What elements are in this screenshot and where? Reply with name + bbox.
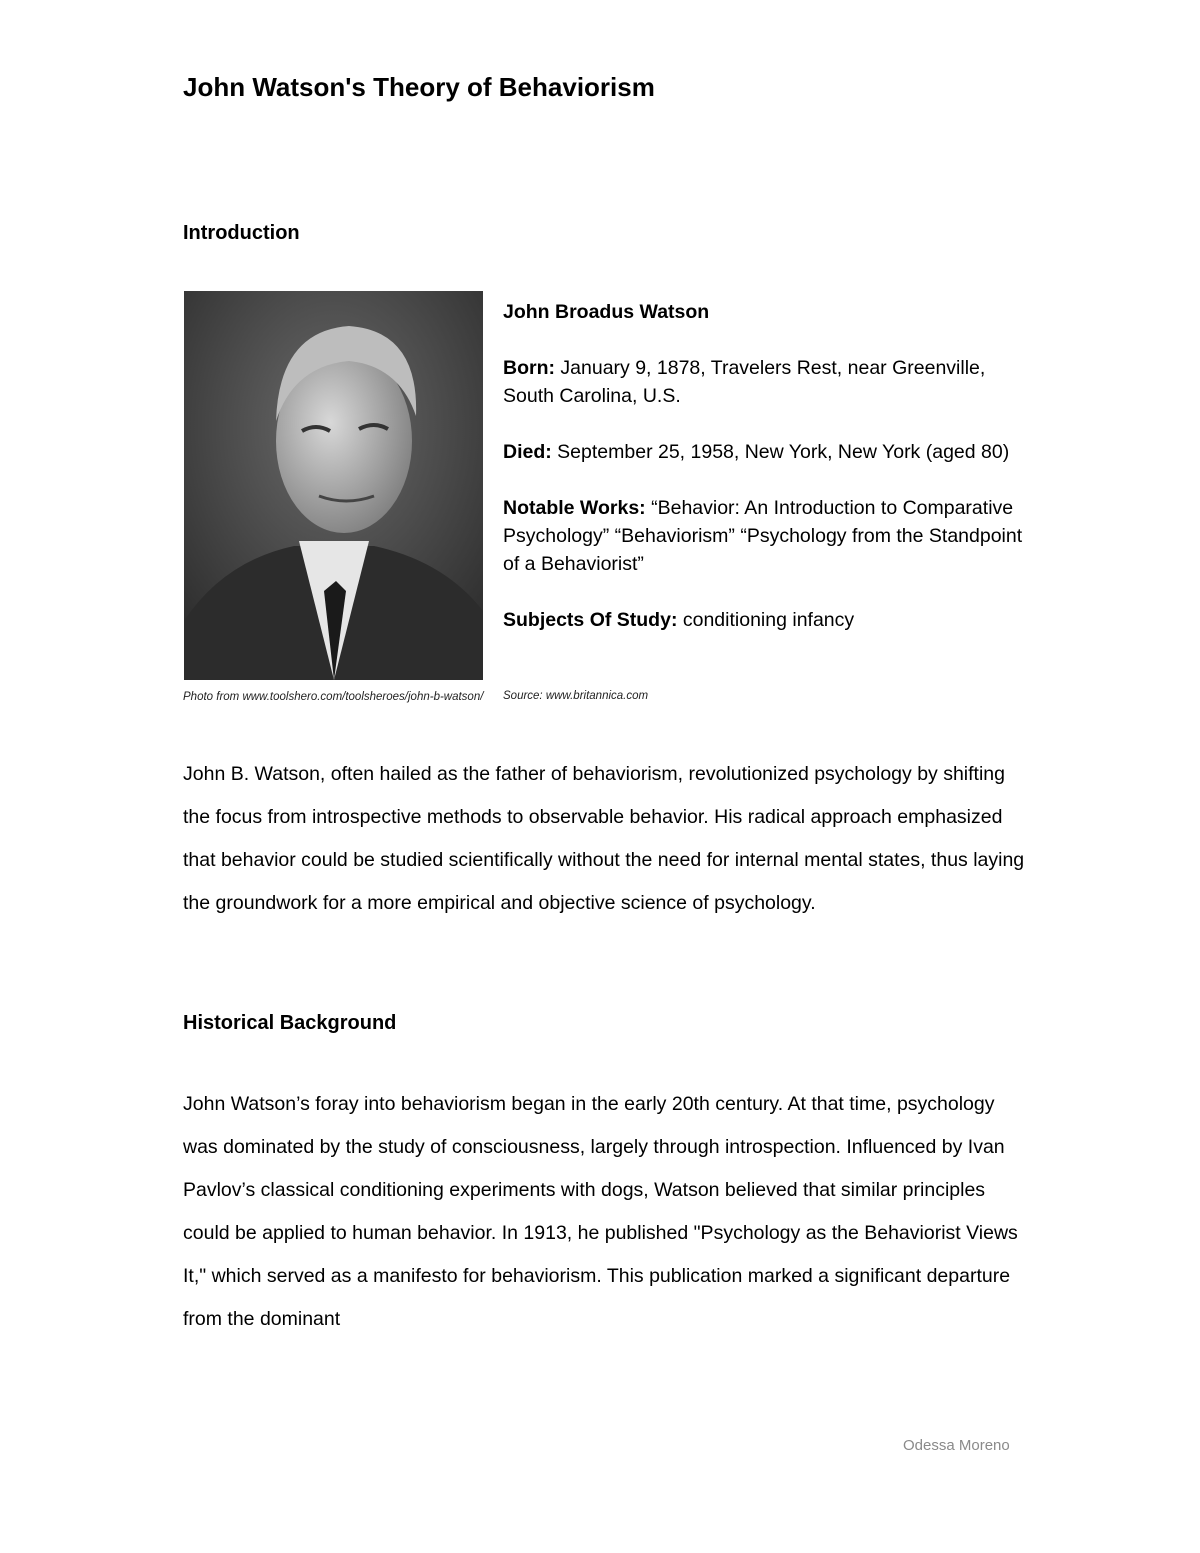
profile-name: John Broadus Watson: [503, 301, 710, 323]
historical-paragraph: John Watson’s foray into behaviorism began in the early 20th century. At that time, psychology was dominated by the study of consciousness, largely through introspection. Influenced by Ivan Pavlov’s classical conditioning experiments with dogs, Watson believed that similar principles could be applied to human behavior. In 1913, he published "Psychology as the Behaviorist Views It," which served as a manifesto for behaviorism. This publication marked a significant departure from the dominant: [183, 1093, 1018, 1330]
section-heading-introduction: Introduction: [183, 222, 300, 244]
born-value: January 9, 1878, Travelers Rest, near Greenville, South Carolina, U.S.: [503, 357, 986, 407]
died-value: September 25, 1958, New York, New York (aged 80): [557, 441, 1010, 463]
document-title: John Watson's Theory of Behaviorism: [183, 72, 655, 102]
footer-author: Odessa Moreno: [903, 1437, 1010, 1454]
section-heading-historical-background: Historical Background: [183, 1012, 397, 1034]
works-label: Notable Works:: [503, 497, 646, 519]
intro-paragraph: John B. Watson, often hailed as the father of behaviorism, revolutionized psychology by shifting the focus from introspective methods to observable behavior. His radical approach emphasized that behavior could be studied scientifically without the need for internal mental states, thus laying the groundwork for a more empirical and objective science of psychology.: [183, 763, 1025, 914]
died-label: Died:: [503, 441, 552, 463]
subjects-value: conditioning infancy: [682, 609, 855, 631]
portrait-photo: [184, 291, 483, 680]
works-value: “Behavior: An Introduction to Comparative Psychology” “Behaviorism” “Psychology from the Standpoint of a Behaviorist”: [503, 497, 1023, 575]
photo-caption: Photo from www.toolshero.com/toolsheroes/john-b-watson/: [183, 691, 484, 703]
profile-info-panel: [503, 298, 1023, 662]
born-label: Born:: [503, 357, 555, 379]
source-citation: Source: www.britannica.com: [503, 690, 649, 702]
subjects-label: Subjects Of Study:: [503, 609, 678, 631]
